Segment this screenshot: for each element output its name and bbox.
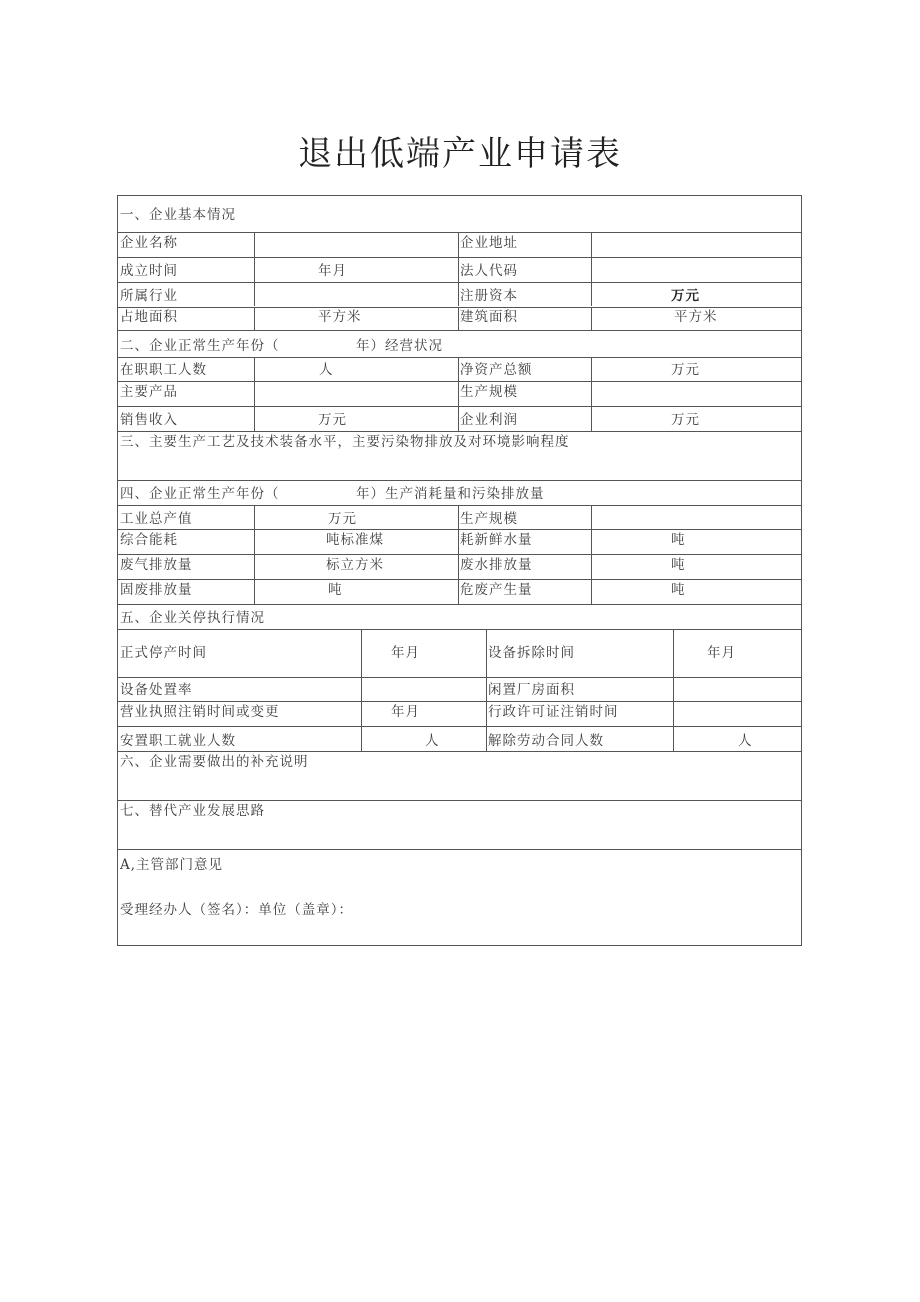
- row-divider: [118, 257, 801, 258]
- col-divider: [254, 357, 255, 431]
- building-area-label: 建筑面积: [460, 309, 518, 325]
- terminated-contracts-unit: 人: [738, 733, 753, 749]
- production-scale-label: 生产规模: [460, 384, 518, 400]
- signature-line: 受理经办人（签名）：单位（盖章）：: [120, 902, 353, 918]
- col-divider: [458, 307, 459, 330]
- page-title: 退出低端产业申请表: [298, 134, 622, 174]
- col-divider: [361, 629, 362, 751]
- section-5-header: 五、企业关停执行情况: [120, 610, 265, 626]
- hazardous-waste-label: 危废产生量: [460, 582, 533, 598]
- col-divider: [591, 357, 592, 431]
- row-divider: [118, 726, 801, 727]
- col-divider: [458, 357, 459, 431]
- col-divider: [673, 629, 674, 751]
- legal-code-label: 法人代码: [460, 263, 518, 279]
- reemployed-staff-unit: 人: [425, 733, 440, 749]
- row-divider: [118, 677, 801, 678]
- row-divider: [118, 505, 801, 506]
- authority-opinion-header: A,主管部门意见: [120, 857, 224, 873]
- equipment-disposal-label: 设备处置率: [120, 682, 193, 698]
- hazardous-waste-unit: 吨: [671, 582, 686, 598]
- exhaust-gas-unit: 标立方米: [326, 557, 384, 573]
- registered-capital-unit: 万元: [671, 288, 700, 304]
- section-2-header-pre: 二、企业正常生产年份（: [120, 338, 280, 354]
- row-divider: [118, 701, 801, 702]
- section-4-header-pre: 四、企业正常生产年份（: [120, 486, 280, 502]
- row-divider: [118, 480, 801, 481]
- solid-waste-unit: 吨: [328, 582, 343, 598]
- row-divider: [118, 849, 801, 850]
- terminated-contracts-label: 解除劳动合同人数: [488, 733, 604, 749]
- col-divider: [591, 232, 592, 306]
- business-license-label: 营业执照注销时间或变更: [120, 704, 280, 720]
- net-assets-label: 净资产总额: [460, 362, 533, 378]
- production-scale-label: 生产规模: [460, 511, 518, 527]
- profit-unit: 万元: [671, 412, 700, 428]
- row-divider: [118, 604, 801, 605]
- fresh-water-label: 耗新鲜水量: [460, 532, 533, 548]
- fresh-water-unit: 吨: [671, 532, 686, 548]
- land-area-label: 占地面积: [120, 309, 178, 325]
- sales-revenue-label: 销售收入: [120, 412, 178, 428]
- row-divider: [118, 554, 801, 555]
- row-divider: [118, 406, 801, 407]
- row-divider: [118, 307, 801, 308]
- row-divider: [118, 357, 801, 358]
- col-divider: [254, 307, 255, 330]
- col-divider: [591, 307, 592, 330]
- wastewater-label: 废水排放量: [460, 557, 533, 573]
- col-divider: [254, 505, 255, 604]
- founded-date-label: 成立时间: [120, 263, 178, 279]
- building-area-unit: 平方米: [674, 309, 718, 325]
- row-divider: [118, 431, 801, 432]
- staff-count-unit: 人: [319, 362, 334, 378]
- exhaust-gas-label: 废气排放量: [120, 557, 193, 573]
- section-2-header-post: 年）经营状况: [356, 338, 443, 354]
- row-divider: [118, 282, 801, 283]
- section-4-header-post: 年）生产消耗量和污染排放量: [356, 486, 545, 502]
- land-area-unit: 平方米: [318, 309, 362, 325]
- section-7-header: 七、替代产业发展思路: [120, 803, 265, 819]
- section-1-header: 一、企业基本情况: [120, 207, 236, 223]
- row-divider: [118, 381, 801, 382]
- solid-waste-label: 固废排放量: [120, 582, 193, 598]
- col-divider: [458, 232, 459, 306]
- company-name-label: 企业名称: [120, 235, 178, 251]
- staff-count-label: 在职职工人数: [120, 362, 207, 378]
- section-6-header: 六、企业需要做出的补充说明: [120, 754, 309, 770]
- sales-revenue-unit: 万元: [318, 412, 347, 428]
- col-divider: [486, 629, 487, 751]
- col-divider: [458, 505, 459, 604]
- industrial-output-label: 工业总产值: [120, 511, 193, 527]
- profit-label: 企业利润: [460, 412, 518, 428]
- col-divider: [254, 232, 255, 306]
- col-divider: [591, 505, 592, 604]
- reemployed-staff-label: 安置职工就业人数: [120, 733, 236, 749]
- row-divider: [118, 232, 801, 233]
- stop-production-unit: 年月: [391, 645, 420, 661]
- wastewater-unit: 吨: [671, 557, 686, 573]
- company-address-label: 企业地址: [460, 235, 518, 251]
- row-divider: [118, 629, 801, 630]
- net-assets-unit: 万元: [671, 362, 700, 378]
- business-license-unit: 年月: [391, 704, 420, 720]
- row-divider: [118, 800, 801, 801]
- equipment-dismantle-label: 设备拆除时间: [488, 645, 575, 661]
- industry-label: 所属行业: [120, 288, 178, 304]
- registered-capital-label: 注册资本: [460, 288, 518, 304]
- admin-permit-label: 行政许可证注销时间: [488, 704, 619, 720]
- application-form: [117, 195, 802, 946]
- founded-date-unit: 年月: [318, 263, 347, 279]
- idle-plant-area-label: 闲置厂房面积: [488, 682, 575, 698]
- row-divider: [118, 330, 801, 331]
- equipment-dismantle-unit: 年月: [707, 645, 736, 661]
- energy-consumption-unit: 吨标准煤: [326, 532, 384, 548]
- row-divider: [118, 529, 801, 530]
- energy-consumption-label: 综合能耗: [120, 532, 178, 548]
- industrial-output-unit: 万元: [328, 511, 357, 527]
- main-product-label: 主要产品: [120, 384, 178, 400]
- section-3-header: 三、主要生产工艺及技术装备水平，主要污染物排放及对环境影响程度: [120, 434, 570, 450]
- row-divider: [118, 579, 801, 580]
- row-divider: [118, 751, 801, 752]
- stop-production-label: 正式停产时间: [120, 645, 207, 661]
